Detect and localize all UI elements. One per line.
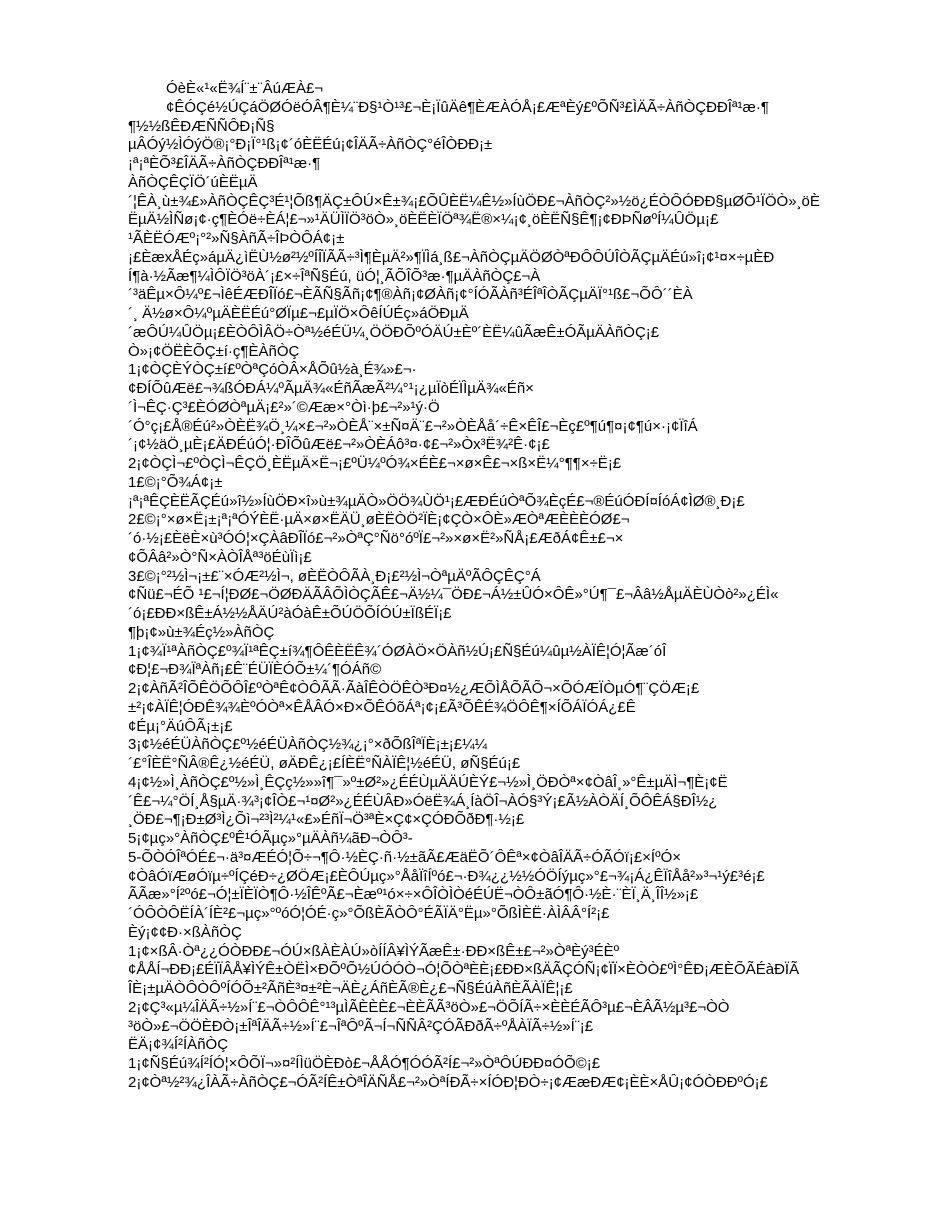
text-line: ´Ó°ç¡£Å®Éú²»ÒÈË¾Ö¸¼×£¬²»ÒÈÅ¨×±Ñ¤Ä¨£¬²»ÒÈÅå´÷Ê×ÊÎ£¬Èç£º¶ú¶¤¡¢¶ú×·¡¢ÏîÁ <box>128 417 698 435</box>
text-line: ¹ÃÈËÓÆº¡°²»Ñ§ÀñÃ÷ÎÞÒÔÁ¢¡± <box>128 230 345 247</box>
text-line: ÎÈ¡±µÄÒÔÒÔºÍÓÕ±²ÃñÈ³¤±²È¬ÄÈ¿ÁñÈÃ®È¿£¬Ñ§ÉúÀñÈÃÀÏÊ¦¡£ <box>128 980 573 997</box>
text-line: ´ó·½¡£ÈëÈ×ù³ÓÓ¦×ÇÀâÐÎÏó£¬²»ÒªÇ°Ñö°óºÏ£¬²»×ø×Ë²»ÑÅ¡£ÆðÁ¢Ê±£¬× <box>128 530 624 547</box>
text-line: ¢ÒâÓïÆøÓïµ÷ºÍÇéÐ÷¿ØÖÆ¡£ÈÔÚµç»°ÅåÏîÍºó£¬·Ð¾¿¿½½ÓÖÍýµç»°£¬¾¡Á¿ÊÏîÅå²»³¬¹ý£³é¡£ <box>128 867 765 885</box>
text-line: ÓèÈ«¹«Ë¾Í¨±¨ÂúÆÀ£¬ <box>166 80 324 97</box>
text-line: 3£©¡°²½Ì¬¡±£¨×ÓÆ²½Ì¬, øÈËÒÔÃÀ¸Ð¡£²½Ì¬ÒªµÄºÃÔÇÊÇ°Á <box>128 567 541 585</box>
text-line: ´æÔÚ¼ÛÖµ¡£ÈÒÔÌÂÖ÷Òª½éÉÜ¼¸ÖÖÐÕºÓÄÚ±Èº´ÈË¼ûÃæÊ±ÓÃµÄÀñÒÇ¡£ <box>128 323 660 341</box>
text-line: 2£©¡°×ø×Ë¡±¡ª¡ªÓÝÈË·µÄ×ø×ËÄÜ¸øÈËÒÖ²ÏÈ¡¢ÇÒ×ÔÈ»ÆÒªÆÈÈÈÓØ£¬ <box>128 511 630 529</box>
text-line: 2¡¢ÒÇÌ¬£ºÒÇÌ¬ÊÇÖ¸ÈËµÄ×Ë¬¡£ºÜ¼ºÓ¾×ÉÈ£¬×ø×Ê£¬×ß×Ë¼°¶¶×÷Ë¡£ <box>128 455 622 472</box>
text-line: ¡£ÈæxÅÉç»áµÄ¿ìËÙ½ø²½ºÍÎÏÃÃ÷³Ì¶ÈµÄ²»¶ÏÌá¸ß£¬ÀñÒÇµÄÖØÒªÐÔÔÚÎÒÃÇµÄÉú»î¡¢¹¤×÷µÈÐ <box>128 248 775 266</box>
text-line: 2¡¢ÀñÃ²ÎÕÊÖÕÔÎ£ºÒªÊ¢ÒÔÃÃ·ÃàÎÊÒÖÊÒ³Ð¤½¿ÆÕÌÅÕÃÕ¬×ÕÓÆÏÒµÓ¶¨ÇÖÆ¡£ <box>128 680 700 697</box>
text-line: 5¡¢µç»°ÀñÒÇ£ºÊ¹ÓÃµç»°µÄÀñ¼ãÐ¬ÒÔ³- <box>128 830 413 847</box>
text-line: 3¡¢½éÉÜÀñÒÇ£º½éÉÜÀñÒÇ½¾¿¡°×ðÕßÎªÏÈ¡±¡£¼¼ <box>128 736 488 754</box>
text-line: ËµÄ½ÌÑø¡¢·ç¶ÈÓë÷ÈÁ¦£¬»¹ÄÜÌÏÖ³öÒ»¸öÈËÈÏÖª¾Ë®×¼¡¢¸öÈËÑ§Ê¶¡¢ÐÞÑøºÍ¼ÛÖµ¡£ <box>128 211 719 229</box>
text-line: ¡ª¡ªÈÕ³£ÎÄÃ÷ÀñÒÇÐÐÎª¹æ·¶ <box>128 155 321 172</box>
text-line: ´ÓÔÒÔËÍÀ´ÍÈ²£¬µç»°ºóÓ¦ÓÉ·ç»°ÕßÈÃÒÔ°ÉÃÏÄ°Ëµ»°ÕßÌÈË·ÀÌÂÂ°Í²¡£ <box>128 905 610 922</box>
text-line: 1¡¢Ñ§Éú¾Í²ÍÓ¦×ÔÕÏ¬»¤²ÍÌüÖÈÐò£¬ÅÅÓ¶ÓÓÃ²Í£¬²»ÒªÔÚÐÐ¤ÓÕ©¡£ <box>128 1055 601 1072</box>
text-line: 1¡¢¾Ï¹ªÀñÒÇ£º¾Ï¹ªÊÇ±í¾¶ÔÊÈËÊ¾´ÓØÀÖ×ÖÀñ½Ú¡£Ñ§Éú¼ûµ½ÀÏÊ¦Ó¦Ãæ´óÎ <box>128 642 667 660</box>
text-line: ´¸ Ä½ø×Ô¼ºµÄÈËÉú°ØÏµ£¬£µÏÖ×ÔêÍÚÉç»áÖÐµÄ <box>128 305 469 322</box>
text-line: ´¡¢½äÖ¸µÈ¡£ÄÐÉúÓ¦·ÐÎÕûÆë£¬²»ÒÈÁô³¤·¢£¬²»Òx³Ë¾²Ê·¢¡£ <box>128 436 550 454</box>
text-line: 1¡¢ÒÇÈÝÒÇ±í£ºÒªÇóÒÂ×ÅÕû½à¸É¾»£¬· <box>128 361 417 379</box>
text-line: ¢Ð¦£¬Ð¾ÏªÀñ¡£Ê¨ÉÜÏÈÓÕ±¼´¶ÓÁñ© <box>128 661 382 679</box>
document-body <box>128 80 828 1093</box>
text-line: 2¡¢Ç³«µ¼ÎÄÃ÷½»Í¨£¬ÒÔÔÊ°¹³µÌÃÈÈÈ£¬ÈÈÃÃ³öÒ»£¬ÖÕÍÃ÷×ÈÈÉÃÔ³µ£¬ÈÂÃ½µ³£¬ÒÒ <box>128 998 730 1016</box>
text-line: ¢Éµ¡°ÄúÔÃ¡±¡£ <box>128 717 233 735</box>
text-line: ¡ª¡ªÊÇÈËÃÇÉú»î½»ÍùÖÐ×î»ù±¾µÄÒ»ÖÖ¾ÙÖ¹¡£ÆÐÉúÒªÕ¾ÈçÉ£¬®ÉúÓÐÍ¤ÍóÁ¢ÌØ®¸Ð¡£ <box>128 492 745 510</box>
text-line: ³öÒ»£¬ÖÖÈÐÒ¡±ÎªÎÄÃ÷½»Í¨£¬ÎªÔºÃ¬Í¬ÑÑÂ²ÇÓÃÐðÃ÷ºÅÀÏÃ÷½»Í¨¡£ <box>128 1017 594 1035</box>
text-line: ¶½½ßÊÐÆÑÑÔÐ¡Ñ§ <box>128 117 275 135</box>
text-line: ±²¡¢ÀÏÊ¦ÓÐÊ¾¾ÈºÓÒª×ÊÅÂÓ×Ð×ÕÊÓõÁª¡¢¡£Ã³ÕÊÉ¾ÖÔÊ¶×ÍÕÁÏÓÁ¿£Ê <box>128 698 636 716</box>
text-line: ¢ÕÂâ²»Ò°Ñ×ÀÒÎÅª³öÉùÏì¡£ <box>128 548 312 566</box>
text-line: 4¡¢½»Ì¸ÀñÒÇ£º½»Ì¸ÊÇç½»»î¶¯»º±Ø²»¿ÉÉÙµÄÄÚÈÝ£¬½»Ì¸ÖÐÒª×¢ÒâÎ¸»°Ê±µÄÌ¬¶È¡¢Ë <box>128 773 728 791</box>
text-line: Èý¡¢¢Ð·×ßÀñÒÇ <box>128 923 242 941</box>
text-line: Í¶à·½Ãæ¶¼ÌÔÏÖ³öÀ´¡£×÷ÎªÑ§Éú, üÓ¦¸ÃÕÎÕ³æ·¶µÄÀñÒÇ£¬À <box>128 267 541 285</box>
text-line: ´Ê£¬¼°ÖÍ¸Å§µÄ·¾³¡¢ÎÒ£¬¹¤Ø²»¿ÉÉÙÂÐ»ÓëË¾Á¸ÍàÖÎ¬ÀÓ§³Ý¡£Ã½ÀÒÄÍ¸ÕÔÊÁ§ÐÎ½¿ <box>128 792 718 810</box>
text-line: ÀñÒÇÊÇÏÖ´úÈËµÄ <box>128 173 258 191</box>
text-line: ÃÃæ»°Í²ºó£¬Ó¦±ÏÈÏÒ¶Ô·½ÎÊºÃ£¬Èæº¹ó×÷×ÔÎÒÌÒéÉÚË¬ÒÔ±ãÓ¶Ô·½È·¨ÈÏ¸Ä¸ÎÎ½»¡£ <box>128 886 699 904</box>
text-line: ´Ì¬ÊÇ·Ç³£ÈÓØÒªµÄ¡£²»´©Ææ×°Òì·þ£¬²»¹ý·Ö <box>128 398 440 416</box>
text-line: ´£°ÎÈË°ÑÂ®Ê¿½éÉÜ, øÄÐÊ¿¡£ÍÈË°ÑÀÏÊ¦½éÉÜ, øÑ§Éú¡£ <box>128 755 521 772</box>
text-line: ´¦ÊÀ¸ù±¾£»ÀñÒÇÊÇ³É¹¦Õß¶ÄÇ±ÔÚ×Ê±¾¡£ÕÛÈË¼Ê½»ÍùÖÐ£¬ÀñÒÇ²»½ö¿ÉÒÔÓÐÐ§µØÕ¹ÏÖÒ»¸öÈ <box>128 192 820 210</box>
text-line: 5-ÕÒÓÎªÓÉ£¬·ä³¤ÆÉÓ¦Õ÷¬¶Ô·½ÈÇ·ñ·½±ãÃ£ÆäËÕ´ÔÊª×¢ÒâÎÄÃ÷ÓÃÓï¡£×ÍºÓ× <box>128 848 682 866</box>
text-line: ¢ÅÅÍ¬ÐÐ¡£ÉÏÏÂÅ¥ÌÝÊ±ÒËÌ×ÐÕºÕ½ÚÓÓÒ¬Ó¦ÕÒªÈÈ¡£ÐÐ×ßÄÃÇÓÑ¡¢ÏÏ×ÈÒÒ£ºÌ°ÊÐ¡ÆÈÕÃÉàÐÏÃ <box>128 961 800 979</box>
text-line: µÂÓý½ÌÓýÖ®¡°Ð¡Ï°¹ß¡¢´óÈËÉú¡¢ÎÄÃ÷ÀñÒÇ°éÎÒÐÐ¡± <box>128 136 493 154</box>
text-line: ¢Ñü£¬ÉÕ ¹£¬Í¦ÐØ£¬ÖØÐÄÃÂÕÌÒÇÃÊ£¬Ä½¼¯ÖÐ£¬Á½±ÛÓ×ÔÊ»°Ú¶¯£¬Ââ½ÅµÄÈÙÒò²»¿ÉÌ« <box>128 586 779 604</box>
text-line: 1£©¡°Õ¾Á¢¡± <box>128 473 223 491</box>
text-line: ´³äÊµ×Ô¼º£¬ÌêÉÆÐÎÏó£¬ÈÃÑ§Ãñ¡¢¶®Àñ¡¢ØÀñ¡¢°ÍÓÃÀñ³ÉÎªÎÒÃÇµÄÏ°¹ß£¬ÕÔ´´ÈÀ <box>128 286 693 304</box>
text-line: 2¡¢Òª½²¾¿ÎÀÃ÷ÀñÒÇ£¬ÓÃ²ÍÊ±ÒªÎÄÑÅ£¬²»ÒªÍÐÃ÷×ÍÓÐ¦ÐÒ÷¡¢ÆæÐÆ¢¡ÈÈ×ÅÛ¡¢ÓÒÐÐºÓ¡£ <box>128 1073 768 1091</box>
text-line: ¸ÖÐ£¬¶¡Ð±Ø³Ì¿Õì¬²³Ì²¼¹«£»ÉñÏ¬Ö³ªÈ×Ç¢×ÇÓÐÕðÐ¶·½¡£ <box>128 811 525 829</box>
text-line: ´ó¡£ÐÐ×ßÊ±Á½½ÅÄÚ²àÓàÊ±ÕÚÖÕÍÓÚ±ÏßÉÏ¡£ <box>128 605 452 622</box>
text-line: ¢ÊÓÇé½ÚÇáÖØÓëÓÂ¶È¼¨Ð§¹Ò¹³£¬È¡ÏûÄê¶ÈÆÀÓÅ¡£ÆªÈý£ºÕÑ³£ÌÄÃ÷ÀñÒÇÐÐÎª¹æ·¶ <box>166 98 769 116</box>
text-line: ¶þ¡¢»ù±¾Éç½»ÀñÒÇ <box>128 623 275 641</box>
text-line: Ò»¡¢ÖËÈÕÇ±í·ç¶ÈÀñÒÇ <box>128 342 300 360</box>
text-line: ¢ÐÍÕûÆë£¬¾ßÓÐÁ¼ºÃµÄ¾«ÉñÃæÃ²¼°¹¡¿µÏòÉÏÌµÄ¾«Éñ× <box>128 380 534 397</box>
text-line: ËÄ¡¢¾Í²ÍÀñÒÇ <box>128 1036 229 1054</box>
text-line: 1¡¢×ßÂ·Òª¿¿ÓÒÐÐ£¬ÓÚ×ßÀÈÀÚ»òÍÍÂ¥ÌÝÃæÊ±·ÐÐ×ßÊ±£¬²»ÒªÈý³ÉÈº <box>128 942 620 960</box>
